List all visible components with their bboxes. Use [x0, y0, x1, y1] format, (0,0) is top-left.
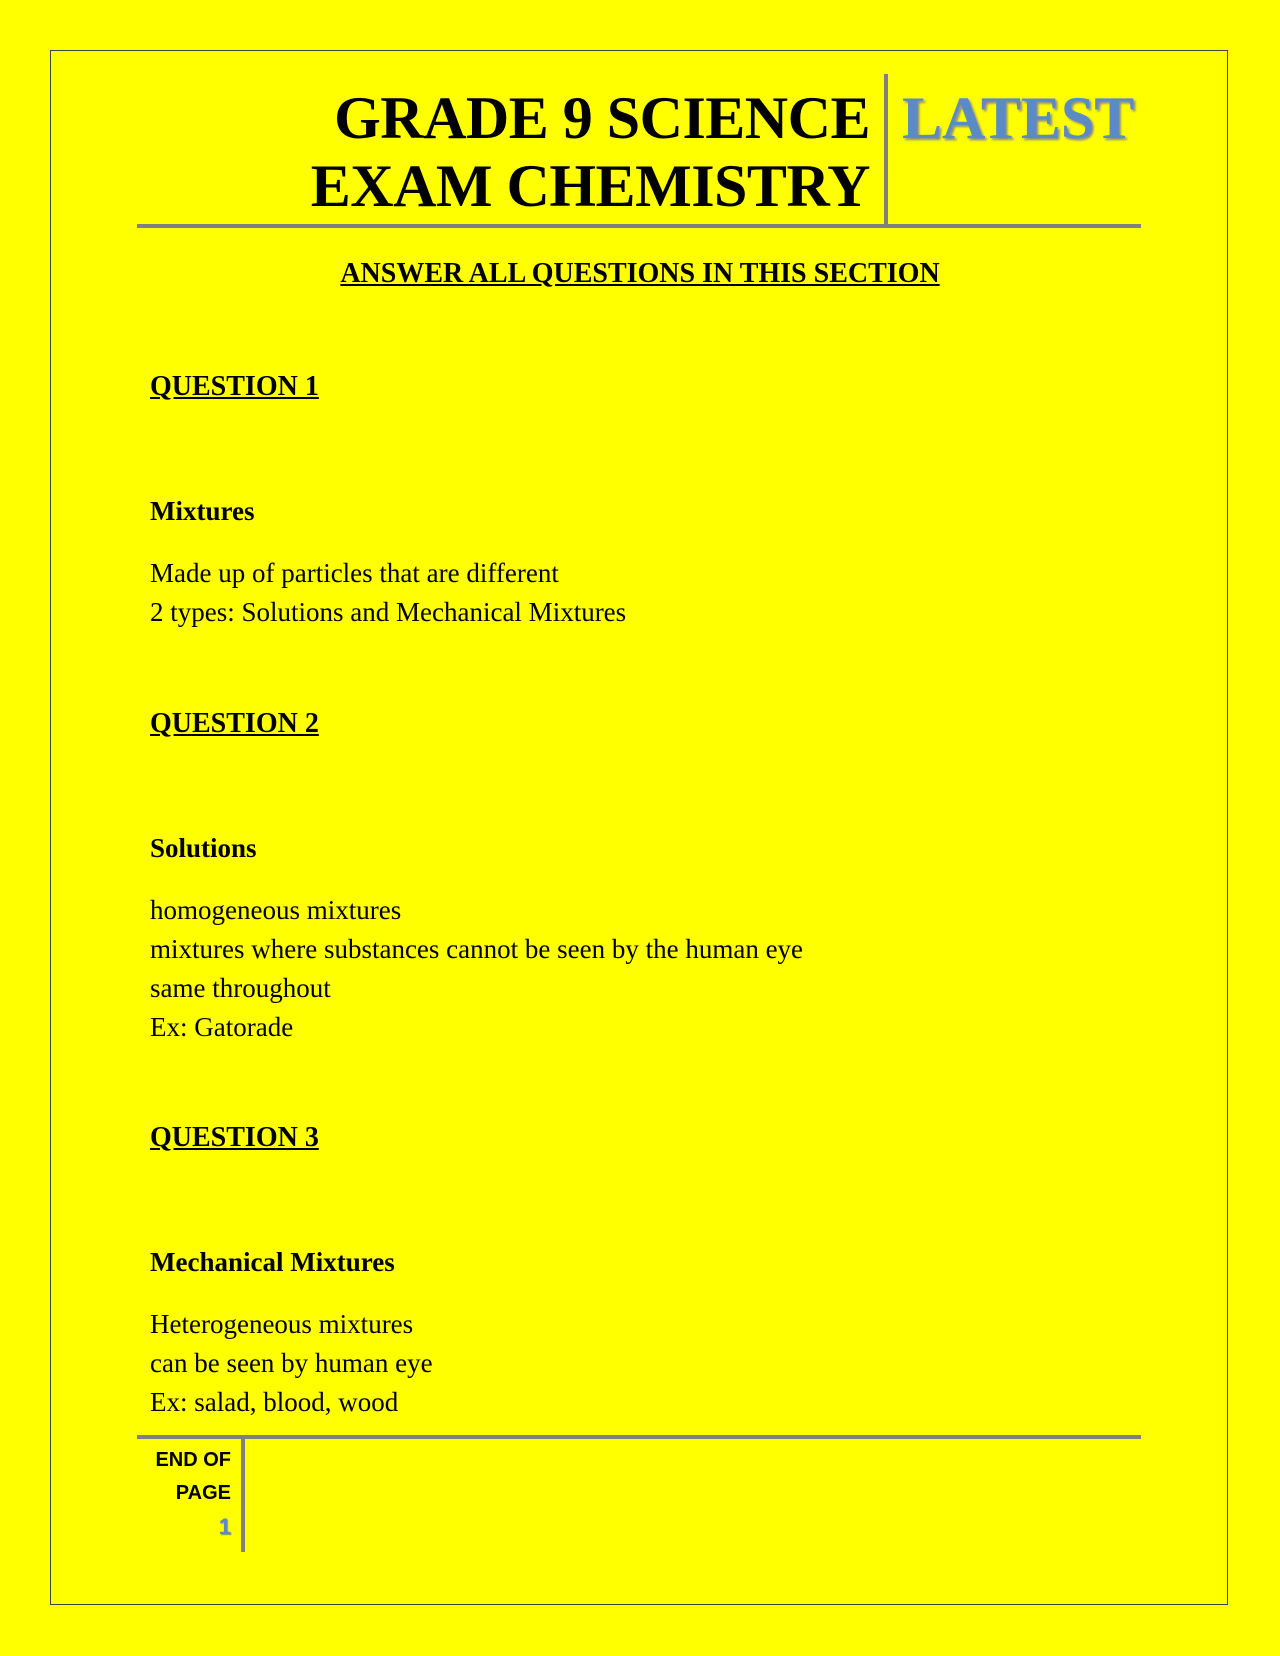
body-line: Ex: Gatorade: [150, 1012, 294, 1042]
body-line: Heterogeneous mixtures: [150, 1309, 414, 1339]
question-2-topic: Solutions: [150, 833, 257, 863]
footer-rule: [137, 1435, 1141, 1439]
question-1-topic: Mixtures: [150, 496, 255, 526]
body-line: can be seen by human eye: [150, 1348, 433, 1378]
body-line: homogeneous mixtures: [150, 895, 402, 925]
question-3-heading: QUESTION 3: [150, 1122, 319, 1153]
title-line-2: EXAM CHEMISTRY: [310, 153, 870, 219]
header-rule: [137, 224, 1141, 228]
footer-divider: [241, 1437, 245, 1552]
body-line: 2 types: Solutions and Mechanical Mixtures: [150, 597, 627, 627]
question-2-heading: QUESTION 2: [150, 708, 319, 739]
title-line-1: GRADE 9 SCIENCE: [334, 85, 870, 151]
body-line: Made up of particles that are different: [150, 558, 559, 588]
footer-line-2: PAGE: [175, 1482, 231, 1504]
body-line: same throughout: [150, 973, 331, 1003]
question-1-heading: QUESTION 1: [150, 371, 319, 402]
header-divider: [884, 74, 888, 226]
question-3-topic: Mechanical Mixtures: [150, 1247, 395, 1277]
section-instruction: ANSWER ALL QUESTIONS IN THIS SECTION: [340, 258, 940, 289]
page-number: 1: [218, 1514, 231, 1539]
question-1-body: [150, 554, 626, 632]
body-line: mixtures where substances cannot be seen by the human eye: [150, 934, 804, 964]
body-line: Ex: salad, blood, wood: [150, 1387, 399, 1417]
footer-line-1: END OF: [155, 1449, 231, 1471]
latest-badge: LATEST: [902, 85, 1135, 151]
page-footer: [155, 1444, 231, 1543]
page-title: [311, 84, 870, 220]
question-3-body: [150, 1305, 433, 1422]
question-2-body: [150, 891, 803, 1047]
